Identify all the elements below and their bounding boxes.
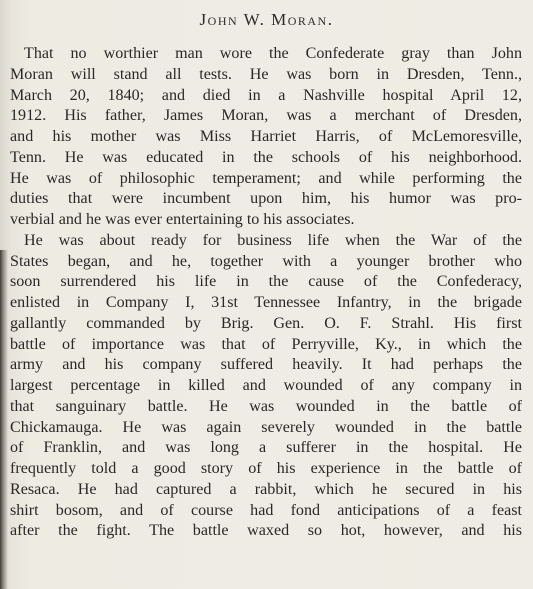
text-line: gallantly commanded by Brig. Gen. O. F. Strahl. His first	[10, 314, 522, 332]
page-title: John W. Moran.	[199, 10, 334, 29]
page-gutter-shadow	[0, 250, 8, 589]
text-line: soon surrendered his life in the cause of the Confederacy,	[10, 273, 522, 291]
text-line: largest percentage in killed and wounded of any company in	[10, 377, 522, 394]
text-line: enlisted in Company I, 31st Tennessee Infantry, in the brigade	[10, 294, 522, 311]
text-line: Chickamauga. He was again severely wounded in the battle	[10, 418, 522, 436]
text-line: He was of philosophic temperament; and while performing the	[10, 169, 522, 187]
text-line: and his mother was Miss Harriet Harris, of McLemoresville,	[10, 128, 522, 145]
text-line: He was about ready for business life when the War of the	[24, 231, 522, 249]
text-line: verbial and he was ever entertaining to his associates.	[10, 211, 355, 228]
text-line: States began, and he, together with a younger brother who	[10, 252, 522, 270]
text-line: March 20, 1840; and died in a Nashville hospital April 12,	[10, 86, 522, 104]
text-line: duties that were incumbent upon him, his humor was pro-	[10, 190, 522, 208]
text-line: 1912. His father, James Moran, was a merchant of Dresden,	[10, 107, 522, 125]
body-text	[10, 44, 522, 542]
text-line: shirt bosom, and of course had fond anticipations of a feast	[10, 501, 522, 519]
text-line: Resaca. He had captured a rabbit, which he secured in his	[10, 480, 522, 498]
text-line: Tenn. He was educated in the schools of his neighborhood.	[10, 148, 522, 166]
text-line: after the fight. The battle waxed so hot, however, and his	[10, 522, 522, 540]
text-line: of Franklin, and was long a sufferer in the hospital. He	[10, 439, 522, 457]
text-line: that sanguinary battle. He was wounded in the battle of	[10, 397, 522, 415]
text-line: battle of importance was that of Perryville, Ky., in which the	[10, 335, 522, 353]
text-line: army and his company suffered heavily. It had perhaps the	[10, 356, 522, 374]
text-line: frequently told a good story of his experience in the battle of	[10, 460, 522, 477]
text-line: That no worthier man wore the Confederate gray than John	[24, 45, 522, 62]
text-line: Moran will stand all tests. He was born in Dresden, Tenn.,	[10, 65, 522, 83]
